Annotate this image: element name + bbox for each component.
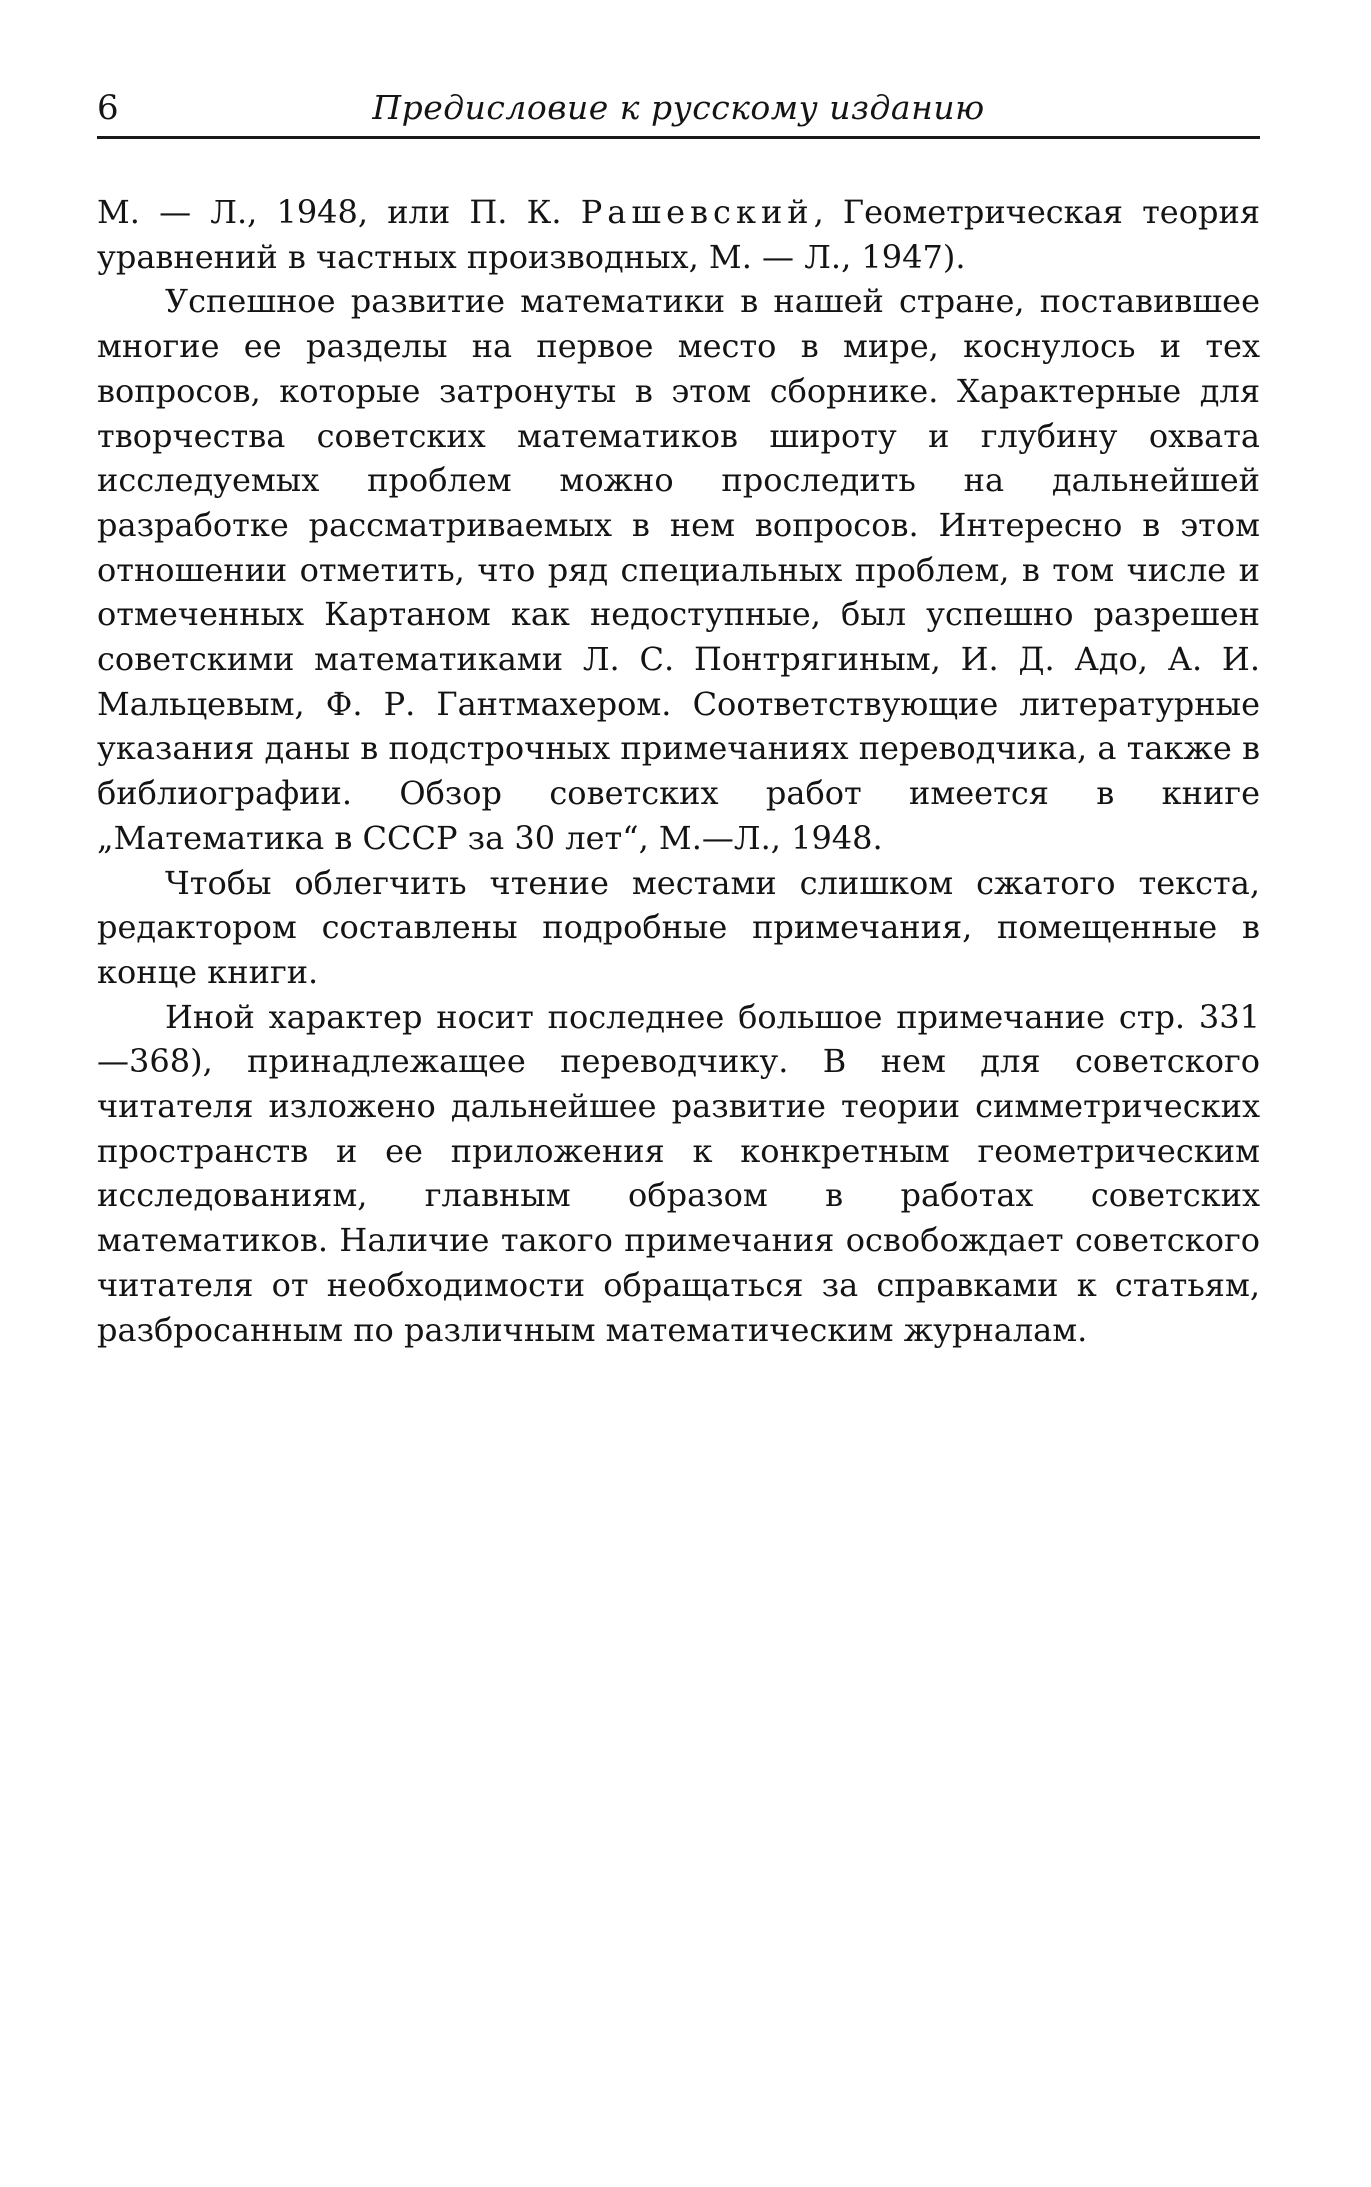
header-rule	[97, 136, 1260, 139]
paragraph-text: , Геометрическая теория уравнений в частных производных, М. — Л., 1947).	[97, 193, 1261, 276]
paragraph-continuation	[97, 190, 1260, 279]
paragraph: Чтобы облегчить чтение местами слишком сжатого текста, редактором составлены подробные примечания, помещенные в конце книги.	[97, 863, 1260, 991]
running-head	[97, 88, 1260, 132]
paragraph: Иной характер носит последнее большое примечание стр. 331—368), принадлежащее переводчику. В нем для советского читателя изложено дальнейшее развитие теории симметрических пространств и ее приложения к конкретным геометрическим исследованиям, главным образом в работах советских математиков. Наличие такого примечания освобождает советского читателя от необходимости обращаться за справками к статьям, разбросанным по различным математическим журналам.	[97, 997, 1260, 1349]
running-title: Предисловие к русскому изданию	[372, 88, 985, 127]
paragraph: Успешное развитие математики в нашей стране, поставившее многие ее разделы на первое место в мире, коснулось и тех вопросов, которые затронуты в этом сборнике. Характерные для творчества советских математиков широту и глубину охвата исследуемых проблем можно проследить на дальнейшей разработке рассматриваемых в нем вопросов. Интересно в этом отношении отметить, что ряд специальных проблем, в том числе и отмеченных Картаном как недоступные, был успешно разрешен советскими математиками Л. С. Понтрягиным, И. Д. Адо, А. И. Мальцевым, Ф. Р. Гантмахером. Соответствующие литературные указания даны в подстрочных примечаниях переводчика, а также в библиографии. Обзор советских работ имеется в книге „Математика в СССР за 30 лет“, М.—Л., 1948.	[97, 282, 1260, 857]
body-text	[97, 190, 1260, 1352]
paragraph-text: М. — Л., 1948, или П. К.	[97, 193, 581, 231]
author-name-spaced: Рашевский	[580, 193, 814, 231]
page-number: 6	[97, 88, 119, 128]
